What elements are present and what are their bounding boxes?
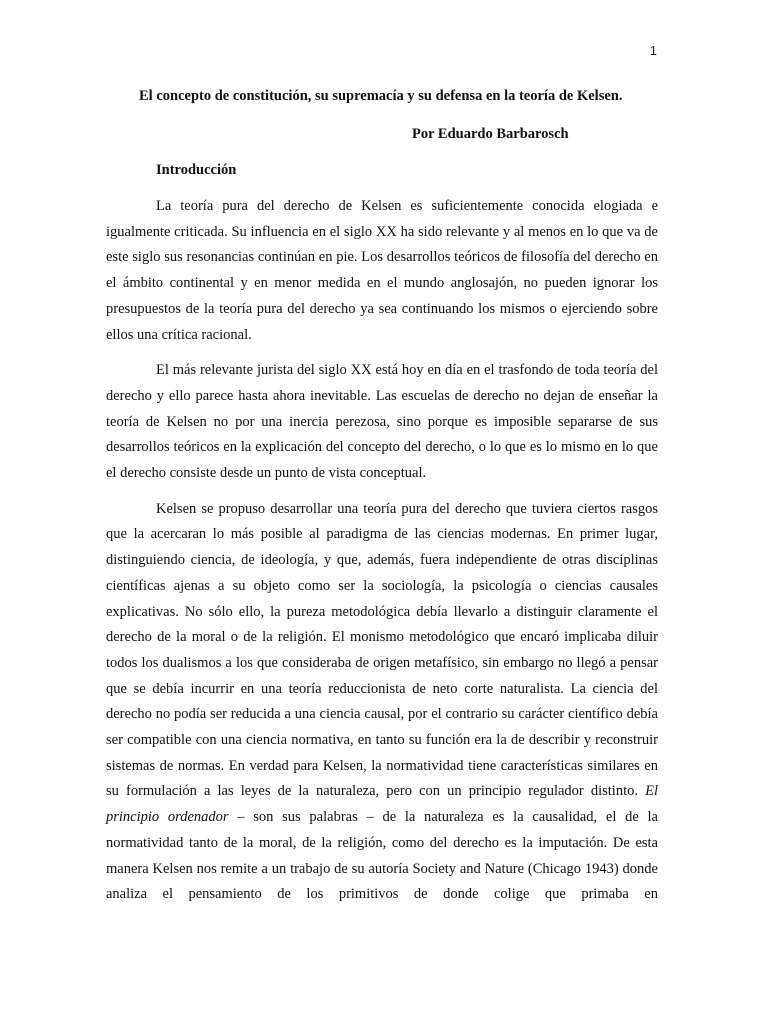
paragraph-3-start: Kelsen se propuso desarrollar una teoría pura del derecho que tuviera ciertos rasgos que la acercaran lo más posible al paradigma de las ciencias modernas. En primer lugar, distinguiendo ciencia, de ideología, y que, además, fuera independiente de otras disciplinas científicas ajenas a su objeto como ser la sociología, la psicología o ciencias causales explicativas. No sólo ello, la pureza metodológica debía llevarlo a distinguir claramente el derecho de la moral o de la religión. El monismo metodológico que encaró implicaba diluir todos los dualismos a los que consideraba de origen metafísico, sin embargo no llegó a pensar que se debía incurrir en una teoría reduccionista de neto corte naturalista. La ciencia del derecho no podía ser reducida a una ciencia causal, por el contrario su carácter científico debía ser compatible con una ciencia normativa, en tanto su función era la de describir y reconstruir sistemas de normas. En verdad para Kelsen, la normatividad tiene características similares en su formulación a las leyes de la naturaleza, pero con un principio regulador distinto. — [106, 500, 658, 800]
document-title: El concepto de constitución, su supremacía y su defensa en la teoría de Kelsen. — [139, 88, 623, 104]
page-number: 1 — [649, 43, 657, 58]
paragraph-3 — [106, 497, 658, 908]
paragraph-2: El más relevante jurista del siglo XX está hoy en día en el trasfondo de toda teoría del derecho y ello parece hasta ahora inevitable. Las escuelas de derecho no dejan de enseñar la teoría de Kelsen no por una inercia perezosa, sino porque es imposible separarse de sus desarrollos teóricos en la explicación del concepto del derecho, o lo que es lo mismo en lo que el derecho consiste desde un punto de vista conceptual. — [106, 362, 658, 482]
paragraph-3-italic: El principio ordenador — [106, 783, 658, 826]
author-line: Por Eduardo Barbarosch — [412, 126, 569, 142]
paragraph-1: La teoría pura del derecho de Kelsen es suficientemente conocida elogiada e igualmente criticada. Su influencia en el siglo XX ha sido relevante y al menos en lo que va de este siglo sus resonancias continúan en pie. Los desarrollos teóricos de filosofía del derecho en el ámbito continental y en menor medida en el mundo anglosajón, no pueden ignorar los presupuestos de la teoría pura del derecho ya sea continuando los mismos o ejerciendo sobre ellos una crítica racional. — [106, 198, 658, 343]
section-heading: Introducción — [156, 162, 237, 178]
paragraph-3-end: – son sus palabras – de la naturaleza es la causalidad, el de la normatividad tanto de la moral, de la religión, como del derecho es la imputación. De esta manera Kelsen nos remite a un trabajo de su autoría Society and Nature (Chicago 1943) donde analiza el pensamiento de los primitivos de donde colige que primaba en — [106, 809, 658, 903]
document-body — [106, 194, 658, 918]
